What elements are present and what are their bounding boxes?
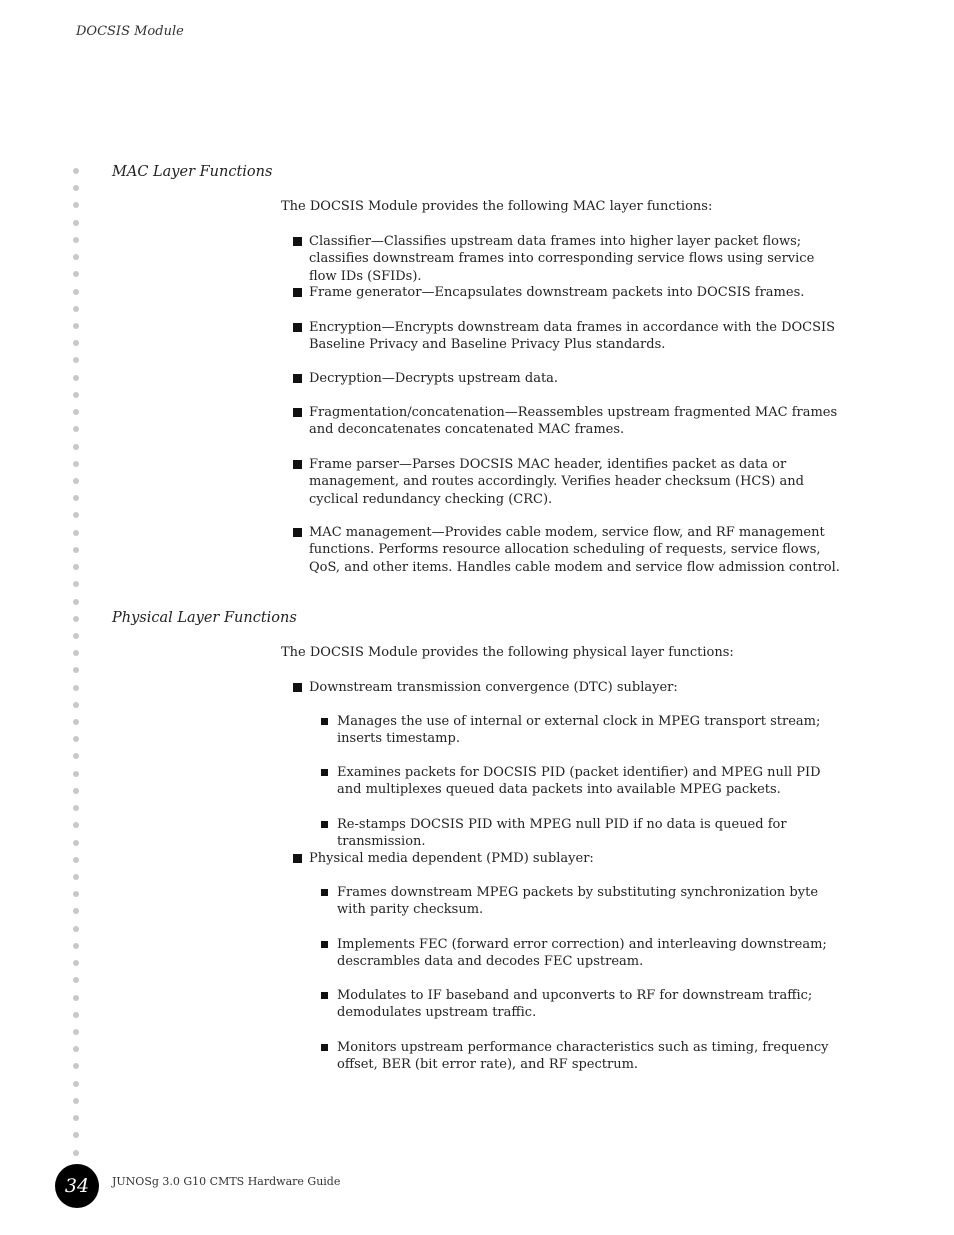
margin-dot [73, 753, 79, 759]
list-item: Decryption—Decrypts upstream data. [309, 370, 844, 387]
margin-dot [73, 375, 79, 381]
margin-dot [73, 1150, 79, 1156]
sub-list-item: Implements FEC (forward error correction) and interleaving downstream; descrambles data and decodes FEC upstream. [337, 936, 844, 971]
sub-list-item: Re-stamps DOCSIS PID with MPEG null PID if no data is queued for transmission. [337, 816, 844, 851]
margin-dot [73, 289, 79, 295]
margin-dot [73, 581, 79, 587]
small-square-bullet-icon [321, 941, 328, 948]
margin-dot [73, 185, 79, 191]
sub-list-item: Manages the use of internal or external clock in MPEG transport stream; inserts timestamp. [337, 713, 844, 748]
page-number-badge: 34 [55, 1164, 99, 1208]
margin-dot [73, 444, 79, 450]
margin-dot [73, 891, 79, 897]
list-item: MAC management—Provides cable modem, service flow, and RF management functions. Performs resource allocation scheduling of requests, service flows, QoS, and other items. Handles cable modem and service flow admission control. [309, 524, 844, 576]
square-bullet-icon [293, 374, 302, 383]
small-square-bullet-icon [321, 1044, 328, 1051]
small-square-bullet-icon [321, 769, 328, 776]
section-heading-mac: MAC Layer Functions [112, 164, 273, 180]
margin-dot [73, 1132, 79, 1138]
sub-list-item: Examines packets for DOCSIS PID (packet identifier) and MPEG null PID and multiplexes queued data packets into available MPEG packets. [337, 764, 844, 799]
margin-dot [73, 392, 79, 398]
sub-list-item: Frames downstream MPEG packets by substituting synchronization byte with parity checksum. [337, 884, 844, 919]
margin-dot [73, 633, 79, 639]
square-bullet-icon [293, 288, 302, 297]
margin-dot [73, 271, 79, 277]
margin-dot [73, 512, 79, 518]
margin-dot [73, 1098, 79, 1104]
margin-dot [73, 685, 79, 691]
margin-dot [73, 461, 79, 467]
margin-dot [73, 736, 79, 742]
small-square-bullet-icon [321, 821, 328, 828]
margin-dot [73, 1012, 79, 1018]
margin-dot [73, 306, 79, 312]
margin-dot [73, 478, 79, 484]
small-square-bullet-icon [321, 992, 328, 999]
list-item: Frame generator—Encapsulates downstream packets into DOCSIS frames. [309, 284, 844, 301]
margin-dot [73, 220, 79, 226]
margin-dot [73, 667, 79, 673]
margin-dot [73, 599, 79, 605]
list-item-pmd: Physical media dependent (PMD) sublayer: [309, 850, 844, 867]
margin-dot [73, 340, 79, 346]
margin-dot [73, 1081, 79, 1087]
square-bullet-icon [293, 854, 302, 863]
margin-dot [73, 943, 79, 949]
mac-intro: The DOCSIS Module provides the following MAC layer functions: [281, 199, 713, 214]
square-bullet-icon [293, 237, 302, 246]
margin-dot [73, 1029, 79, 1035]
margin-dot [73, 805, 79, 811]
running-header: DOCSIS Module [76, 24, 184, 39]
margin-dot-rail [73, 0, 81, 1235]
list-item: Classifier—Classifies upstream data frames into higher layer packet flows; classifies downstream frames into corresponding service flows using service flow IDs (SFIDs). [309, 233, 844, 285]
margin-dot [73, 702, 79, 708]
list-item: Encryption—Encrypts downstream data frames in accordance with the DOCSIS Baseline Privacy and Baseline Privacy Plus standards. [309, 319, 844, 354]
margin-dot [73, 977, 79, 983]
margin-dot [73, 530, 79, 536]
list-item: Fragmentation/concatenation—Reassembles upstream fragmented MAC frames and deconcatenates concatenated MAC frames. [309, 404, 844, 439]
margin-dot [73, 409, 79, 415]
margin-dot [73, 202, 79, 208]
margin-dot [73, 547, 79, 553]
margin-dot [73, 357, 79, 363]
margin-dot [73, 254, 79, 260]
list-item-dtc: Downstream transmission convergence (DTC) sublayer: [309, 679, 844, 696]
margin-dot [73, 788, 79, 794]
margin-dot [73, 426, 79, 432]
small-square-bullet-icon [321, 718, 328, 725]
margin-dot [73, 650, 79, 656]
margin-dot [73, 960, 79, 966]
margin-dot [73, 822, 79, 828]
margin-dot [73, 926, 79, 932]
margin-dot [73, 564, 79, 570]
sub-list-item: Monitors upstream performance characteristics such as timing, frequency offset, BER (bit error rate), and RF spectrum. [337, 1039, 844, 1074]
square-bullet-icon [293, 460, 302, 469]
sub-list-item: Modulates to IF baseband and upconverts to RF for downstream traffic; demodulates upstream traffic. [337, 987, 844, 1022]
margin-dot [73, 995, 79, 1001]
small-square-bullet-icon [321, 889, 328, 896]
physical-intro: The DOCSIS Module provides the following physical layer functions: [281, 645, 734, 660]
square-bullet-icon [293, 408, 302, 417]
square-bullet-icon [293, 683, 302, 692]
margin-dot [73, 1046, 79, 1052]
section-heading-physical: Physical Layer Functions [112, 610, 297, 626]
margin-dot [73, 495, 79, 501]
margin-dot [73, 840, 79, 846]
margin-dot [73, 874, 79, 880]
margin-dot [73, 237, 79, 243]
margin-dot [73, 908, 79, 914]
list-item: Frame parser—Parses DOCSIS MAC header, identifies packet as data or management, and routes accordingly. Verifies header checksum (HCS) and cyclical redundancy checking (CRC). [309, 456, 844, 508]
square-bullet-icon [293, 528, 302, 537]
margin-dot [73, 857, 79, 863]
margin-dot [73, 719, 79, 725]
margin-dot [73, 771, 79, 777]
margin-dot [73, 616, 79, 622]
margin-dot [73, 168, 79, 174]
footer-doc-title: JUNOSg 3.0 G10 CMTS Hardware Guide [112, 1175, 341, 1188]
margin-dot [73, 1063, 79, 1069]
margin-dot [73, 323, 79, 329]
margin-dot [73, 1115, 79, 1121]
square-bullet-icon [293, 323, 302, 332]
